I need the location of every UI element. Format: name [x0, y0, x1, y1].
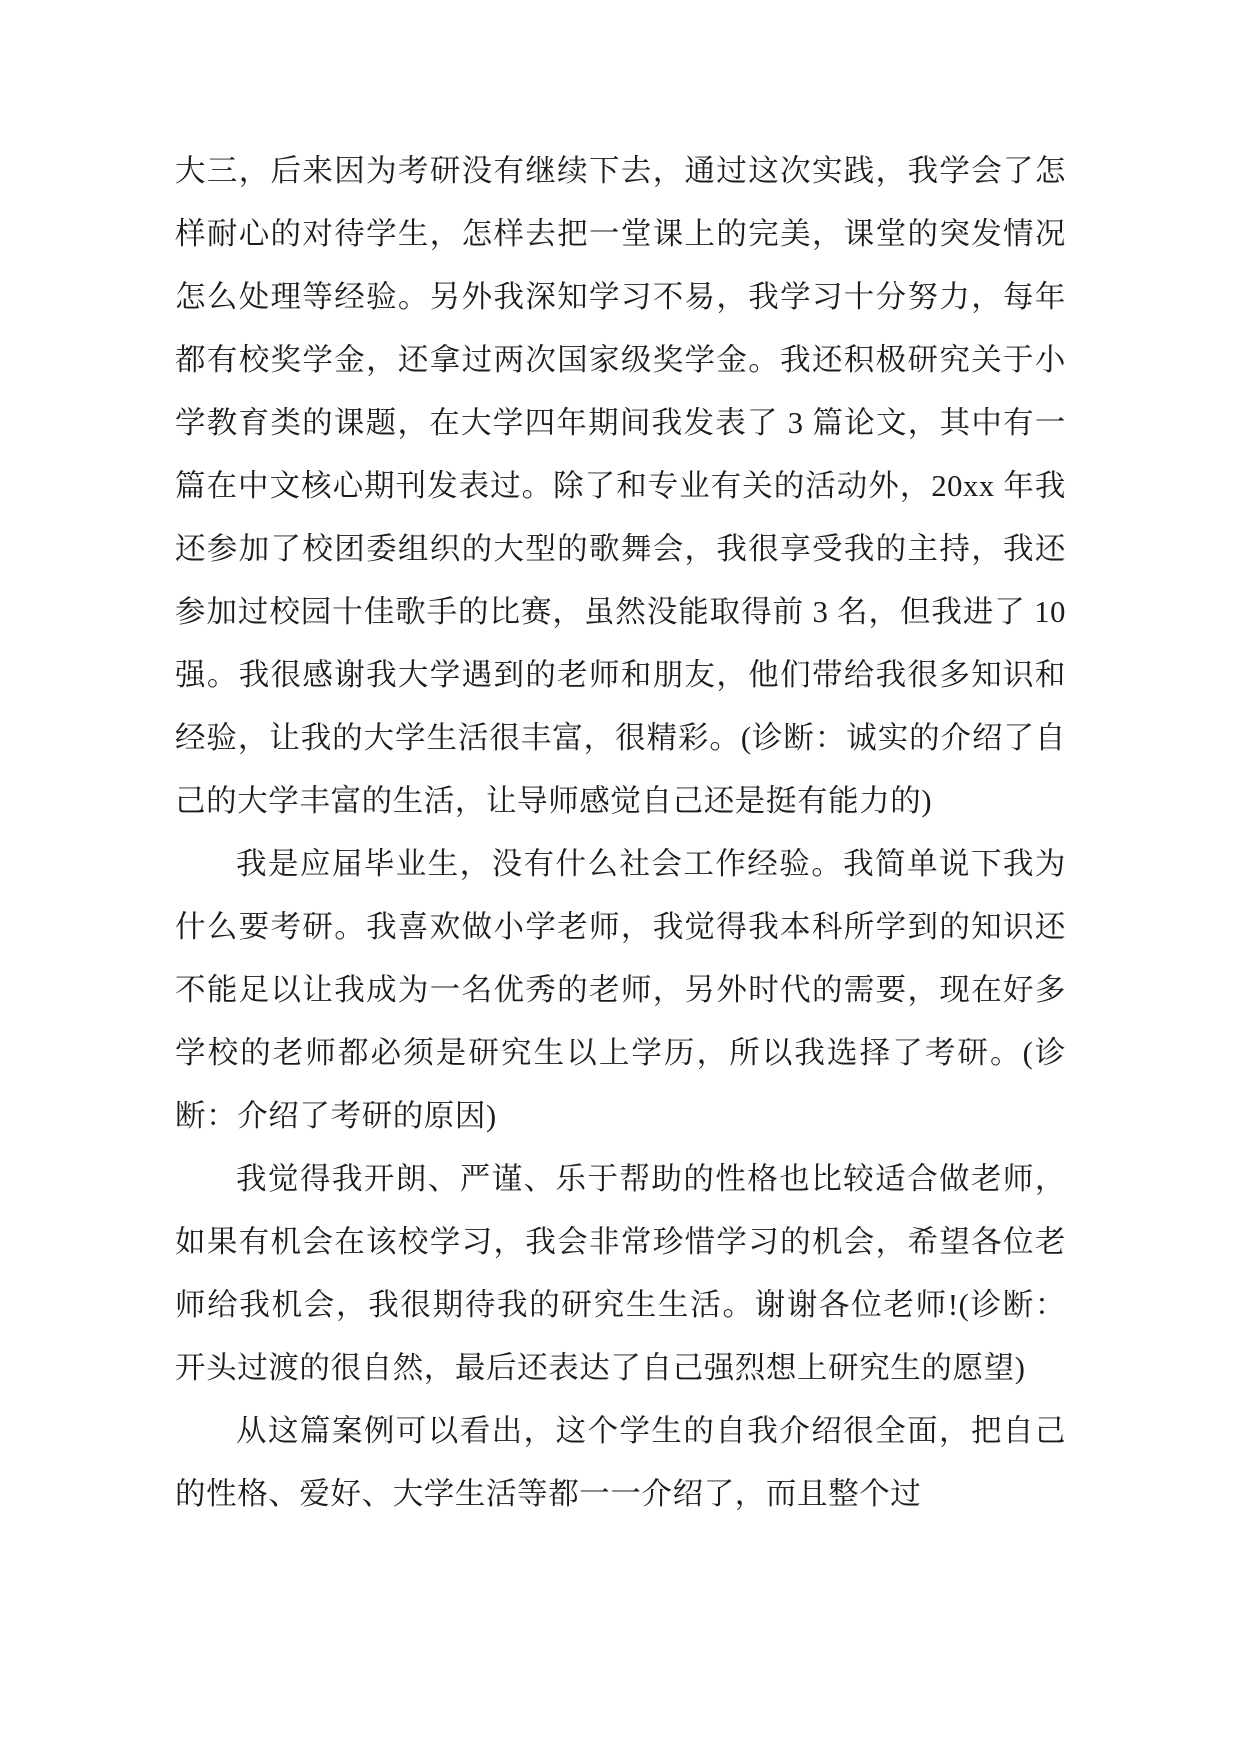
paragraph-1: 大三，后来因为考研没有继续下去，通过这次实践，我学会了怎样耐心的对待学生，怎样去把一堂课上的完美，课堂的突发情况怎么处理等经验。另外我深知学习不易，我学习十分努力，每年都有校奖学金，还拿过两次国家级奖学金。我还积极研究关于小学教育类的课题，在大学四年期间我发表了 3 篇论文，其中有一篇在中文核心期刊发表过。除了和专业有关的活动外，20xx 年我还参加了校团委组织的大型的歌舞会，我很享受我的主持，我还参加过校园十佳歌手的比赛，虽然没能取得前 3 名，但我进了 10 强。我很感谢我大学遇到的老师和朋友，他们带给我很多知识和经验，让我的大学生活很丰富，很精彩。(诊断：诚实的介绍了自己的大学丰富的生活，让导师感觉自己还是挺有能力的): [175, 154, 1066, 818]
paragraph-4: 从这篇案例可以看出，这个学生的自我介绍很全面，把自己的性格、爱好、大学生活等都一一介绍了，而且整个过: [175, 1414, 1066, 1511]
paragraph-2: 我是应届毕业生，没有什么社会工作经验。我简单说下我为什么要考研。我喜欢做小学老师，我觉得我本科所学到的知识还不能足以让我成为一名优秀的老师，另外时代的需要，现在好多学校的老师都必须是研究生以上学历，所以我选择了考研。(诊断：介绍了考研的原因): [175, 847, 1066, 1133]
paragraph-3: 我觉得我开朗、严谨、乐于帮助的性格也比较适合做老师，如果有机会在该校学习，我会非常珍惜学习的机会，希望各位老师给我机会，我很期待我的研究生生活。谢谢各位老师!(诊断：开头过渡的很自然，最后还表达了自己强烈想上研究生的愿望): [175, 1162, 1066, 1385]
document-body: [175, 140, 1066, 1526]
